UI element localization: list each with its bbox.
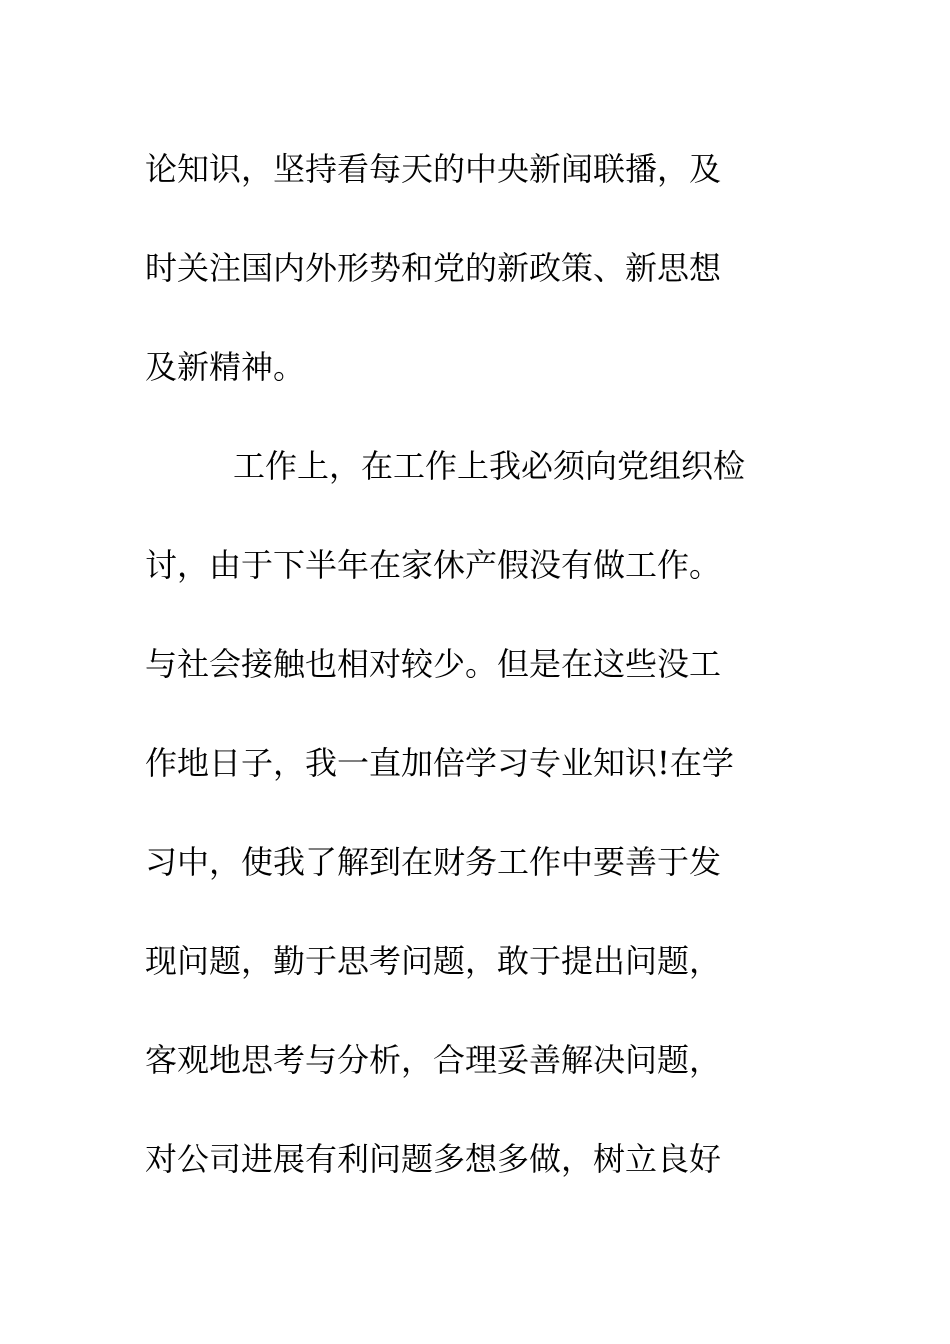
text-line: 论知识，坚持看每天的中央新闻联播，及	[145, 150, 722, 188]
text-line: 讨，由于下半年在家休产假没有做工作。	[145, 546, 722, 584]
text-line: 作地日子，我一直加倍学习专业知识!在学	[145, 744, 734, 782]
text-line: 现问题，勤于思考问题，敢于提出问题，	[145, 942, 722, 980]
text-line: 与社会接触也相对较少。但是在这些没工	[145, 645, 722, 683]
text-line: 客观地思考与分析，合理妥善解决问题，	[145, 1041, 722, 1079]
text-line: 及新精神。	[145, 348, 306, 386]
text-line: 时关注国内外形势和党的新政策、新思想	[145, 249, 722, 287]
text-line: 习中，使我了解到在财务工作中要善于发	[145, 843, 722, 881]
paragraph-start-line: 工作上，在工作上我必须向党组织检	[233, 447, 746, 485]
body-text	[145, 120, 845, 1209]
text-line: 对公司进展有利问题多想多做，树立良好	[145, 1140, 722, 1178]
